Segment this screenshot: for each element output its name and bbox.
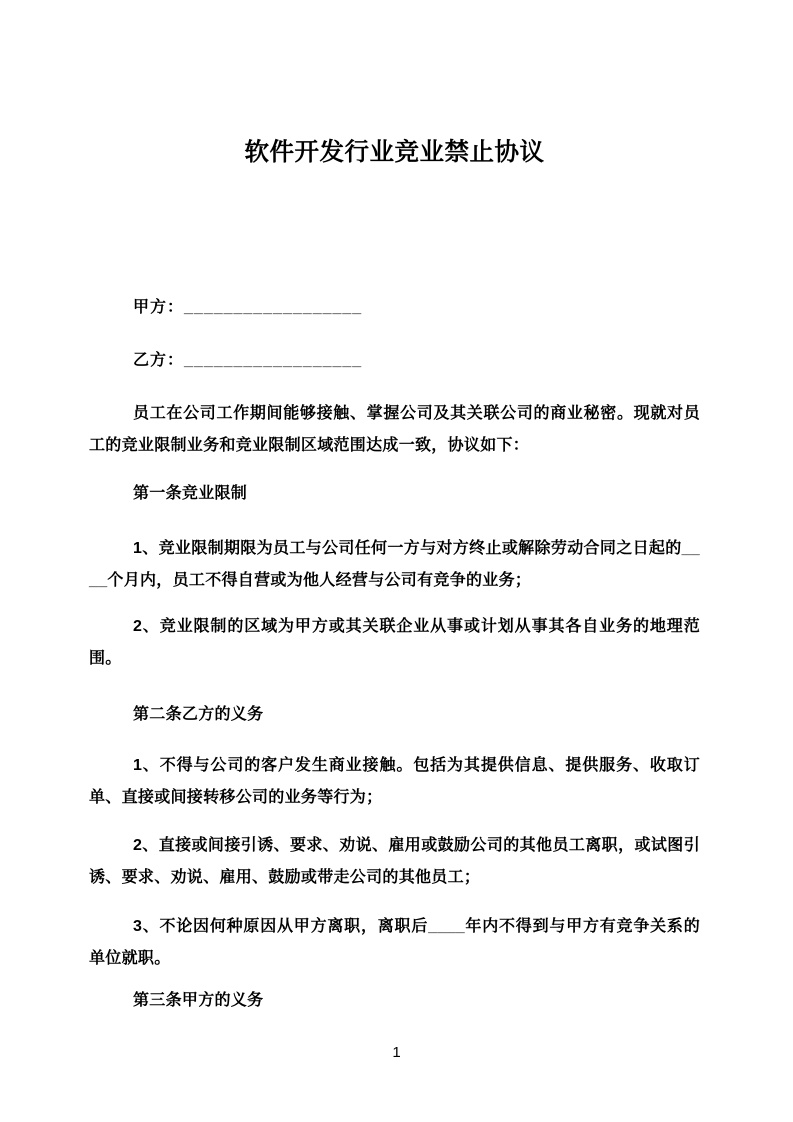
- section-1-item-2: 2、竞业限制的区域为甲方或其关联企业从事或计划从事其各自业务的地理范围。: [89, 618, 700, 667]
- preamble-paragraph: 员工在公司工作期间能够接触、掌握公司及其关联公司的商业秘密。现就对员工的竞业限制业务和竞业限制区域范围达成一致，协议如下：: [89, 405, 700, 454]
- party-a-label: 甲方：: [133, 299, 185, 316]
- document-title: 软件开发行业竞业禁止协议: [244, 139, 545, 166]
- section-3-heading: 第三条甲方的义务: [133, 992, 264, 1009]
- party-b-label: 乙方：: [133, 352, 185, 369]
- page-number: 1: [392, 1044, 401, 1061]
- party-b-line: [89, 345, 700, 377]
- section-2-heading: 第二条乙方的义务: [133, 706, 264, 723]
- section-2-item-2: 2、直接或间接引诱、要求、劝说、雇用或鼓励公司的其他员工离职，或试图引诱、要求、劝说、雇用、鼓励或带走公司的其他员工；: [89, 837, 700, 886]
- section-2-item-1: 1、不得与公司的客户发生商业接触。包括为其提供信息、提供服务、收取订单、直接或间接转移公司的业务等行为；: [89, 757, 700, 806]
- section-2-item-3: 3、不论因何种原因从甲方离职，离职后____年内不得到与甲方有竞争关系的单位就职。: [89, 918, 700, 967]
- party-a-blank-line: __________________: [184, 299, 363, 316]
- section-1-heading: 第一条竞业限制: [133, 485, 248, 502]
- party-b-blank-line: __________________: [184, 352, 363, 369]
- party-a-line: [89, 292, 700, 324]
- section-1-item-1: 1、竞业限制期限为员工与公司任何一方与对方终止或解除劳动合同之日起的____个月内，员工不得自营或为他人经营与公司有竞争的业务；: [89, 540, 700, 589]
